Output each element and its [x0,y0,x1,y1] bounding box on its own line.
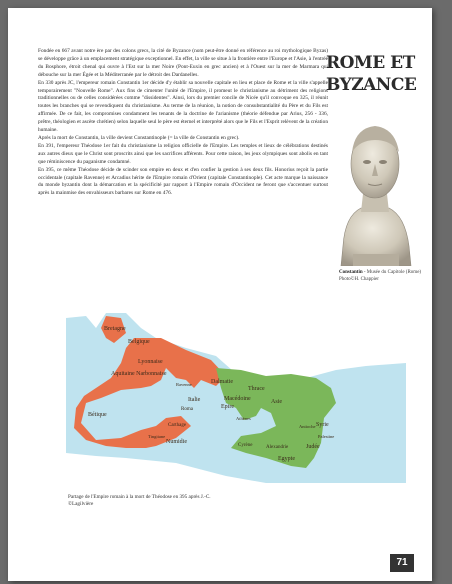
map-label: Macédoine [224,396,251,402]
bust-caption-name: Constantin [339,270,363,275]
map-label: Antioche [299,424,316,429]
paragraph: En 391, l'empereur Théodose 1er fait du christianisme la religion officielle de l'Empire. Les temples et lieux de célébrations destinés aux autres dieux que le Christ sont proscrits ainsi que les sacrifices afférents. Pour cette raison, les jeux olympiques sont abolis en tant que réminiscence du paganisme condamné. [38,142,328,165]
map-label: Carthage [168,423,187,428]
title-line: ROME ET [326,53,415,73]
map-caption-credit: ©Lagilvière [68,501,94,507]
map-label: Palestine [318,434,335,439]
constantin-bust-image [333,116,417,266]
map-label: Epire [221,404,234,410]
title-line: BYZANCE [326,75,417,95]
map-label: Bétique [88,412,107,418]
page-title [326,52,416,96]
paragraph: Fondée en 667 avant notre ère par des colons grecs, la cité de Byzance (nom peut-être donné en référence au roi mythologique Byzas) se développe grâce à un emplacement stratégique exceptionnel. En effet, la ville se situe à la frontière entre l'Europe et l'Asie, à l'entrée du Bosphore, étroit chenal qui ouvre à l'Est sur la mer Noire (Pont-Euxin en grec ancien) et à l'Ouest sur la mer de Marmara qui débouche sur la mer Égée et la Méditerranée par le détroit des Dardanelles. [38,48,328,78]
map-label: Roma [181,407,193,412]
bust-caption [339,270,424,283]
paragraph: En 330 après JC, l'empereur romain Constantin 1er décide d'y établir sa nouvelle capitale en lieu et place de Rome et la ville s'appelle temporairement "Nouvelle Rome". Aux fins de cimenter l'unité de l'Empire, il promeut le christianisme au détriment des religions traditionnelles ou de celles considérées comme "dissidentes". Ainsi, lors du premier concile de Nicée qu'il convoque en 325, il réunit toutes les branches qui se revendiquent du christianisme. Au terme de la réunion, la notion de consubstantialité du Père et du Fils est affirmée. De ce fait, les compromises condamnent les tenants de la doctrine de l'arianisme (théorie défendue par Arius, 256 - 336, prêtre, théologien et ascète chrétien) selon laquelle seul le père est éternel et interprété alors que le Fils et l'Esprit relèvent de la création humaine. [38,79,328,134]
map-caption-text: Partage de l'Empire romain à la mort de Théodose en 395 après J.-C. [68,494,211,500]
map-label: Athènes [236,416,251,421]
map-label: Ravenne [176,382,192,387]
map-label: Tingitane [148,434,166,439]
map-label: Syrie [316,422,329,428]
map-label: Judée [306,444,320,450]
map-label: Egypte [278,456,295,462]
map-label: Bretagne [104,326,126,332]
map-label: Cyrène [238,443,253,448]
map-label: Aquitaine Narbonnaise [111,371,167,377]
map-label: Lyonnaise [138,359,163,365]
bust-caption-text: - Musée du Capitole (Rome) Photo©H. Chappier [339,270,422,282]
map-label: Thrace [248,386,265,392]
page [8,8,432,581]
map-label: Asie [271,399,282,405]
article-body [38,48,328,198]
map-caption [68,494,368,508]
map-label: Italie [188,397,201,403]
page-number: 71 [390,554,414,572]
paragraph: Après la mort de Constantin, la ville devient Constantinople (= la ville de Constantin en grec). [38,134,240,141]
map-label: Dalmatie [211,379,233,385]
paragraph: En 395, ce même Théodose décide de scinder son empire en deux et d'en confier la gestion à ses deux fils. Honorius reçoit la partie occidentale (capitale Ravenne) et Arcadius hérite de l'Empire romain d'Orient (capitale Constantinople). Cet acte marque la naissance du monde byzantin dont la démarcation et la spécificité par rapport à l'Empire romain d'Occident ne feront que s'accentuer surtout après la mainmise des envahisseurs barbares sur Rome en 476. [38,166,328,197]
empire-map [66,308,406,483]
map-label: Alexandrie [266,445,289,450]
map-label: Numidie [166,439,187,445]
map-label: Belgique [128,339,150,345]
